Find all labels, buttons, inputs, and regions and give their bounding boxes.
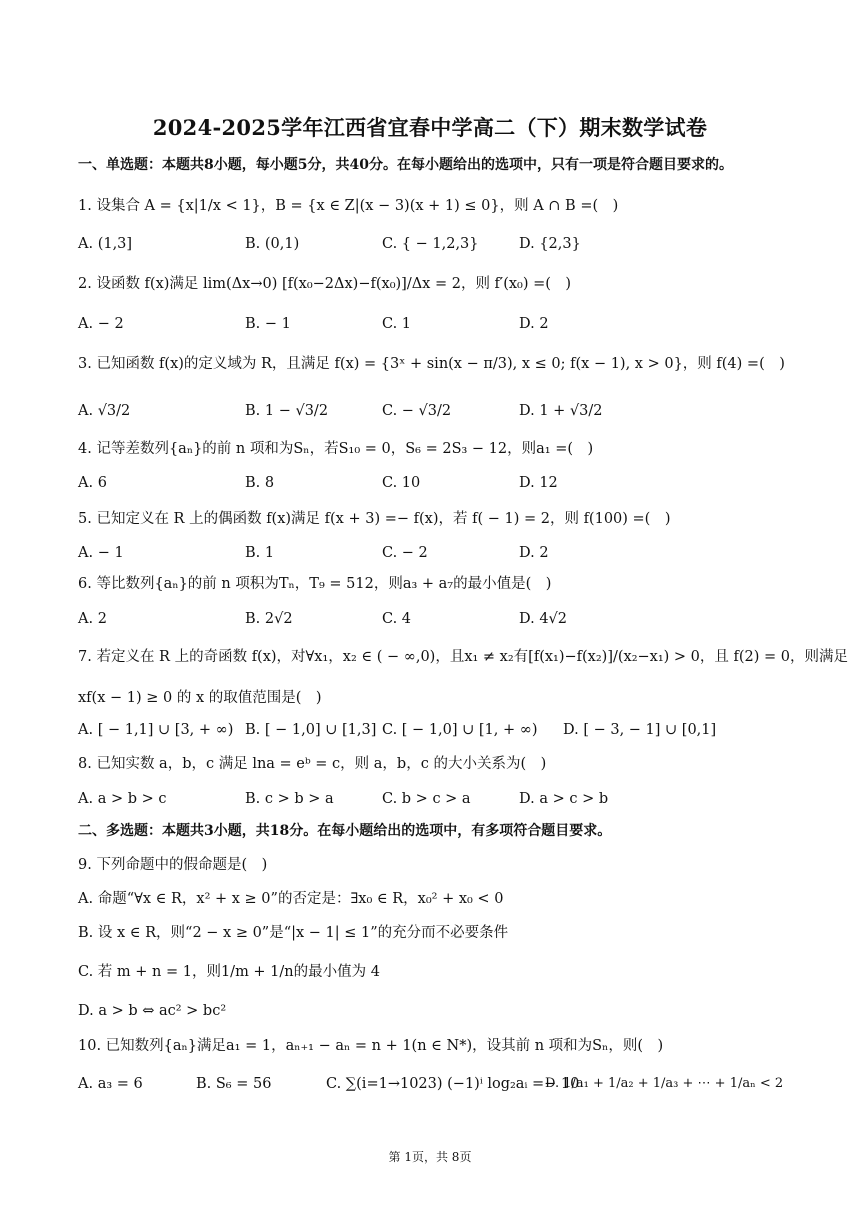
question-6-option-c: C. 4 <box>382 611 412 627</box>
question-5-stem: 5. 已知定义在 R 上的偶函数 f(x)满足 f(x + 3) =− f(x)，若 f( − 1) = 2，则 f(100) =( ) <box>78 511 671 527</box>
page-footer: 第 1页，共 8页 <box>388 1150 472 1164</box>
question-1-option-d: D. {2,3} <box>519 236 581 252</box>
question-9-option-b: B. 设 x ∈ R，则“2 − x ≥ 0”是“|x − 1| ≤ 1”的充分而不必要条件 <box>78 925 509 941</box>
question-8-option-c: C. b > c > a <box>382 791 471 807</box>
question-6-option-a: A. 2 <box>78 611 107 627</box>
question-7-option-a: A. [ − 1,1] ∪ [3, + ∞) <box>78 722 234 738</box>
question-5-option-a: A. − 1 <box>78 545 124 561</box>
question-1-option-c: C. { − 1,2,3} <box>382 236 479 252</box>
question-8-stem: 8. 已知实数 a，b，c 满足 lna = eᵇ = c，则 a，b，c 的大小关系为( ) <box>78 756 547 772</box>
question-5-option-d: D. 2 <box>519 545 549 561</box>
question-8-option-b: B. c > b > a <box>245 791 334 807</box>
question-2-stem: 2. 设函数 f(x)满足 lim(Δx→0) [f(x₀−2Δx)−f(x₀)]/Δx = 2，则 f′(x₀) =( ) <box>78 276 572 292</box>
question-5-option-c: C. − 2 <box>382 545 428 561</box>
question-4-option-d: D. 12 <box>519 475 558 491</box>
question-2-option-a: A. − 2 <box>78 316 124 332</box>
question-6-option-d: D. 4√2 <box>519 611 568 627</box>
question-7-stem: 7. 若定义在 R 上的奇函数 f(x)，对∀x₁，x₂ ∈ ( − ∞,0)，且x₁ ≠ x₂有[f(x₁)−f(x₂)]/(x₂−x₁) > 0，且 f(2) = 0，则满足 <box>78 649 849 665</box>
question-1-option-b: B. (0,1) <box>245 236 300 252</box>
question-2-option-b: B. − 1 <box>245 316 291 332</box>
page-title: 2024-2025学年江西省宜春中学高二（下）期末数学试卷 <box>152 115 708 140</box>
question-6-option-b: B. 2√2 <box>245 611 293 627</box>
question-2-option-d: D. 2 <box>519 316 549 332</box>
question-9-option-d: D. a > b ⇔ ac² > bc² <box>78 1003 227 1019</box>
question-7-option-c: C. [ − 1,0] ∪ [1, + ∞) <box>382 722 538 738</box>
question-3-option-a: A. √3/2 <box>78 403 131 419</box>
question-4-option-c: C. 10 <box>382 475 421 491</box>
question-3-option-c: C. − √3/2 <box>382 403 452 419</box>
question-8-option-a: A. a > b > c <box>78 791 167 807</box>
question-10-stem: 10. 已知数列{aₙ}满足a₁ = 1，aₙ₊₁ − aₙ = n + 1(n ∈ N*)，设其前 n 项和为Sₙ，则( ) <box>78 1038 664 1054</box>
question-7-option-d: D. [ − 3, − 1] ∪ [0,1] <box>563 722 717 738</box>
question-10-option-b: B. S₆ = 56 <box>196 1076 272 1092</box>
question-10-option-c: C. ∑(i=1→1023) (−1)ⁱ log₂aᵢ =− 10 <box>326 1076 580 1092</box>
question-6-stem: 6. 等比数列{aₙ}的前 n 项积为Tₙ，T₉ = 512，则a₃ + a₇的最小值是( ) <box>78 576 552 592</box>
question-4-stem: 4. 记等差数列{aₙ}的前 n 项和为Sₙ，若S₁₀ = 0，S₆ = 2S₃ − 12，则a₁ =( ) <box>78 441 594 457</box>
question-9-option-a: A. 命题“∀x ∈ R，x² + x ≥ 0”的否定是：∃x₀ ∈ R，x₀² + x₀ < 0 <box>78 891 504 907</box>
question-10-option-a: A. a₃ = 6 <box>78 1076 143 1092</box>
question-7-stem-continued: xf(x − 1) ≥ 0 的 x 的取值范围是( ) <box>78 690 322 706</box>
question-3-option-d: D. 1 + √3/2 <box>519 403 603 419</box>
question-5-option-b: B. 1 <box>245 545 275 561</box>
section-heading-single-choice: 一、单选题：本题共8小题，每小题5分，共40分。在每小题给出的选项中，只有一项是符合题目要求的。 <box>78 157 733 173</box>
question-1-stem: 1. 设集合 A = {x|1/x < 1}，B = {x ∈ Z|(x − 3)(x + 1) ≤ 0}，则 A ∩ B =( ) <box>78 198 619 214</box>
question-7-option-b: B. [ − 1,0] ∪ [1,3] <box>245 722 377 738</box>
question-1-option-a: A. (1,3] <box>78 236 133 252</box>
question-4-option-a: A. 6 <box>78 475 107 491</box>
question-10-option-d: D. 1/a₁ + 1/a₂ + 1/a₃ + ⋯ + 1/aₙ < 2 <box>545 1076 784 1091</box>
question-4-option-b: B. 8 <box>245 475 275 491</box>
section-heading-multiple-choice: 二、多选题：本题共3小题，共18分。在每小题给出的选项中，有多项符合题目要求。 <box>78 823 612 839</box>
question-9-stem: 9. 下列命题中的假命题是( ) <box>78 857 268 873</box>
question-2-option-c: C. 1 <box>382 316 412 332</box>
question-8-option-d: D. a > c > b <box>519 791 609 807</box>
question-9-option-c: C. 若 m + n = 1，则1/m + 1/n的最小值为 4 <box>78 964 380 980</box>
question-3-stem: 3. 已知函数 f(x)的定义域为 R，且满足 f(x) = {3ˣ + sin(x − π/3), x ≤ 0; f(x − 1), x > 0}，则 f(4) =( ) <box>78 356 785 372</box>
question-3-option-b: B. 1 − √3/2 <box>245 403 329 419</box>
